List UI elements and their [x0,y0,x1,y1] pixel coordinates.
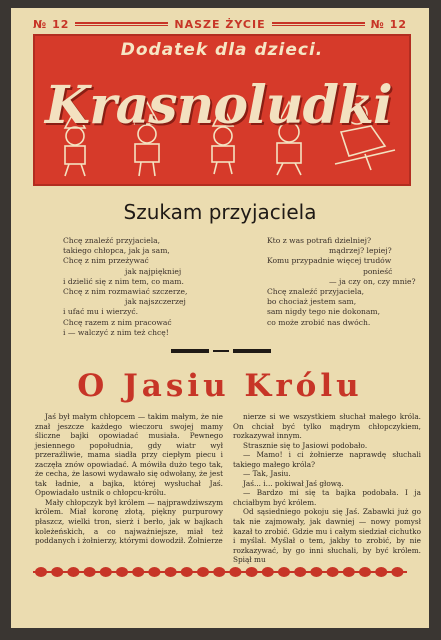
poem-line: jak najpiękniej [125,266,182,276]
newspaper-title: NASZE ŻYCIE [174,17,266,31]
border-ornament [116,567,128,577]
poem-line: Chcę razem z nim pracować [63,317,172,327]
poem-line: i — walczyć z nim też chcę! [63,327,169,337]
story-paragraph: Strasznie się to Jasiowi podobało. [243,440,368,450]
decorative-border [33,564,407,580]
poem-line: i dzielić się z nim tem, co mam. [63,276,184,286]
border-ornament [84,567,96,577]
border-ornament [359,567,371,577]
border-ornament [246,567,258,577]
border-ornament [294,567,306,577]
story-paragraph: Jaś był małym chłopcem — takim małym, że nie znał jeszcze każdego wieczoru swojej mamy śliczne bajki opowiadać musiała. Pewnego jesiennego popołudnia, gdy wiatr wył przeraźliwie, mama siadła przy ciepłym piecu i zaczęła znów opowiadać. A mówiła dużo tego tak, że cecha, że lasowi wydawało się odwołany, że jest tak ładnie, a bajka, której wysłuchał Jaś. Opowiadało ustnik o chłopcu-królu. [35,412,223,498]
story-paragraph: Mały chłopczyk był królem — najprawdziwszym królem. Miał koronę złotą, piękny purpurowy płaszcz, wielki tron, sierż i berło, jak w bajkach koleżeńskich, a co najważniejsze, miał też poddanych i żołnierzy, którymi dowodził. Żołnierze [35,497,223,546]
poem-line: — ja czy on, czy mnie? [329,276,416,286]
border-ornament [197,567,209,577]
section-divider [171,349,271,353]
poem-line: co może zrobić nas dwóch. [267,317,371,327]
story-title: O Jasiu Królu [77,368,363,404]
issue-number-left: № 12 [33,17,70,31]
border-ornament [229,567,241,577]
masthead [33,17,407,31]
border-ornament [67,567,79,577]
masthead-rule-left [75,22,168,26]
border-ornament [391,567,403,577]
poem-line: Chcę znaleźć przyjaciela, [63,236,161,245]
issue-number-right: № 12 [370,17,408,31]
border-ornament [132,567,144,577]
story-column-left [35,412,223,546]
border-ornament [310,567,322,577]
poem-line: Chcę z nim przeżywać [63,256,149,266]
border-ornament [262,567,274,577]
masthead-rule-right [272,22,365,26]
story-paragraph: — Tak, Jasiu. [243,469,291,479]
border-ornament [327,567,339,577]
poem-title: Szukam przyjaciela [123,200,317,224]
poem-line: sam nigdy tego nie dokonam, [267,307,381,317]
poem-line: bo chociaż jestem sam, [267,297,357,307]
border-ornament [278,567,290,577]
story-paragraph: Jaś... i... pokiwał Jaś głową. [243,478,344,488]
poem-line: i ufać mu i wierzyć. [63,307,139,317]
poem-line: Kto z was potrafi dzielniej? [267,236,372,245]
supplement-label: Dodatek dla dzieci. [120,40,324,60]
section-logo: Krasnoludki [45,75,392,136]
border-ornament [343,567,355,577]
newspaper-page [11,8,429,628]
poem-line: Chcę znaleźć przyjaciela, [267,287,365,297]
border-ornament [165,567,177,577]
poem-line: takiego chłopca, jak ja sam, [63,246,170,256]
border-ornament [100,567,112,577]
poem-line: jak najszczerzej [125,297,186,307]
story-paragraph: — Mamo! i ci żołnierze naprawdę słuchali takiego małego króla? [233,450,421,469]
poem-line: Komu przypadnie więcej trudów [267,256,392,266]
border-ornament [51,567,63,577]
poem-line: mądrzej? lepiej? [329,246,392,256]
border-ornament [148,567,160,577]
poem-line: Chcę z nim rozmawiać szczerze, [63,287,188,297]
story-column-right [233,412,421,565]
border-ornament [375,567,387,577]
poem-right-stanza [267,236,416,328]
border-ornament [35,567,47,577]
poem-line: ponieść [363,266,393,276]
story-paragraph: — Bardzo mi się ta bajka podobała. I ja chciałbym być królem. [233,488,421,507]
border-ornament [181,567,193,577]
poem-left-stanza [63,236,187,338]
border-ornament [213,567,225,577]
story-paragraph: nierze si we wszystkiem słuchał małego króla. On chciał być tylko mądrym chłopczykiem, rozkazywał innym. [233,412,421,441]
supplement-banner [33,34,411,186]
story-paragraph: Od sąsiedniego pokoju się Jaś. Zabawki już go tak nie zajmowały, jak dawniej — nowy pomysł kazał to zrobić. Gdzie mu i całym siedział cichutko i myślał. Myślał o tem, jakby to zrobić, by nie rozkazywać, by go inni słuchali, by być królem. Spiął mu [233,507,421,565]
